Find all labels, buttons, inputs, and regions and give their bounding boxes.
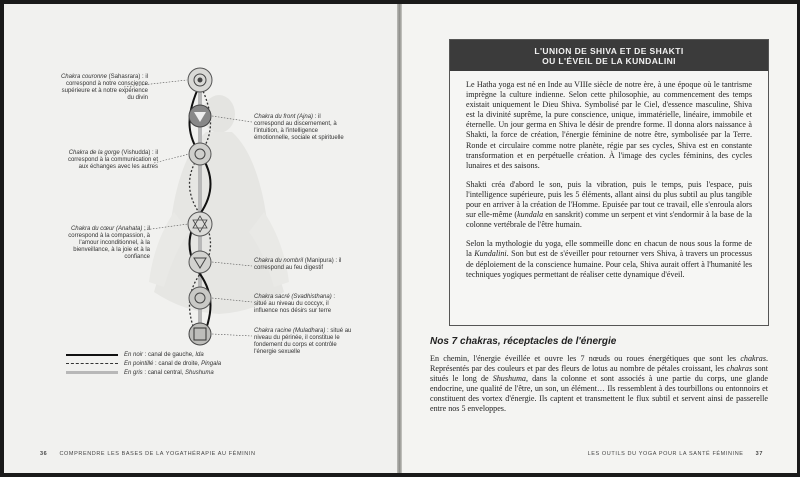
label-title: Chakra du cœur (Anahata)	[70, 226, 143, 232]
label-title: Chakra de la gorge	[68, 150, 120, 156]
legend-text: En noir : canal de gauche, Ida	[124, 351, 204, 358]
right-page-footer	[588, 451, 763, 457]
right-page	[402, 4, 797, 473]
boxout-paragraph: Selon la mythologie du yoga, elle sommeille donc en chacun de nous sous la forme de la Kundalini. Son but est de s'éveiller pour retourner vers Shiva, à travers un processus de déploiement de la conscience humaine. Pour cela, Shiva aurait offert à l'humanité les techniques yogiques permettant de réaliser cette dynamique d'éveil.	[466, 239, 752, 279]
chakra-throat-symbol	[189, 143, 211, 165]
label-title: Chakra sacré (Svadhisthana)	[254, 294, 332, 300]
label-chakra-coeur	[58, 226, 150, 261]
boxout-paragraph: Le Hatha yoga est né en Inde au VIIIe siècle de notre ère, à une époque où le tantrisme imprègne la culture indienne. Selon cette philosophie, au commencement des temps existait uniquement le Dieu Shiva. Symbolisé par le Ciel, d'essence masculine, Shiva est la divinité suprême, la pure conscience, unique, immatérielle, linéaire, immobile et éternelle. Un jour germa en Shiva le désir de prendre forme. Il donna alors naissance à Shakti, la force de création, l'énergie féminine de notre être, symbolisée par la Terre. Ronde et circulaire comme notre planète, régie par ses cycles, Shiva est en constante transformation et en perpétuelle création. À l'image des cycles féminins, des cycles lunaires et des saisons.	[466, 80, 752, 170]
running-head: LES OUTILS DU YOGA POUR LA SANTÉ FÉMININE	[587, 451, 744, 457]
label-text: (Vishudda) : il correspond à la communication et aux échanges avec les autres	[67, 150, 158, 170]
dotted-line-swatch	[66, 363, 118, 364]
label-text: : situé au niveau du périnée, il constitue le fondement du corps et contrôle l'énergie sexuelle	[254, 328, 352, 355]
legend-row-pingala	[66, 359, 221, 368]
boxout-title: L'UNION DE SHIVA ET DE SHAKTI OU L'ÉVEIL DE LA KUNDALINI	[450, 40, 768, 71]
label-text: (Manipura) : il correspond au feu digestif	[254, 258, 342, 271]
legend-row-ida	[66, 350, 221, 359]
solid-line-swatch	[66, 354, 118, 356]
legend-text: En gris : canal central, Shushuma	[124, 369, 214, 376]
legend-text: En pointillé : canal de droite, Pingala	[124, 360, 222, 367]
label-title: Chakra du nombril	[254, 258, 304, 264]
label-text: : il correspond au discernement, à l'intuition, à l'intelligence émotionnelle, sociale et spirituelle	[254, 114, 344, 141]
label-chakra-racine	[254, 328, 354, 356]
chakra-sacral-symbol	[189, 287, 211, 309]
label-title: Chakra racine (Muladhara)	[254, 328, 326, 334]
label-text: : il correspond à la compassion, à l'amour inconditionnel, à la bienveillance, à la joie et à la confiance	[68, 226, 150, 260]
label-chakra-couronne	[56, 74, 148, 102]
gray-line-swatch	[66, 371, 118, 374]
page-number: 37	[755, 451, 763, 457]
chakra-heart-symbol	[188, 212, 212, 236]
channel-legend	[66, 350, 221, 377]
label-title: Chakra du front (Ajna)	[254, 114, 314, 120]
boxout-body	[450, 71, 768, 280]
label-text: (Sahasrara) : il correspond à notre conscience supérieure et à notre expérience du divin	[61, 74, 148, 101]
chakra-root-symbol	[189, 323, 211, 345]
page-number: 36	[40, 451, 48, 457]
chakra-navel-symbol	[189, 251, 211, 273]
label-title: Chakra couronne	[60, 74, 107, 80]
running-head: COMPRENDRE LES BASES DE LA YOGATHÉRAPIE AU FÉMININ	[59, 451, 256, 457]
label-text: : situé au niveau du coccyx, il influence nos désirs sur terre	[254, 294, 336, 314]
boxout-paragraph: Shakti créa d'abord le son, puis la vibration, puis le temps, puis l'espace, puis l'intelligence supérieure, puis les 5 éléments, allant ainsi du plus subtil au plus tangible pour en arriver à la création de l'Homme. Epuisée par tout ce travail, elle s'enroula alors sur elle-même (kundala en sanskrit) comme un serpent et vint s'endormir à la base de la colonne vertébrale de l'être humain.	[466, 179, 752, 230]
section-heading: Nos 7 chakras, réceptacles de l'énergie	[430, 336, 617, 347]
label-chakra-sacre	[254, 294, 346, 315]
left-page	[4, 4, 397, 473]
section-paragraph: En chemin, l'énergie éveillée et ouvre les 7 nœuds ou roues énergétiques que sont les chakras. Représentés par des couleurs et par des fleurs de lotus au nombre de pétales croissant, les chakras sont situés le long de Shushuma, dans la colonne et sont associés à une partie du corps, une glande endocrine, une qualité de l'être, un son, un élément… Ils ressemblent à des tourbillons ou entonnoirs et constituent des vortex d'énergie. Ils captent et transmettent le flux subtil et servent ainsi de passerelle entre nos 5 enveloppes.	[430, 354, 768, 414]
chakra-front-symbol	[189, 105, 211, 127]
label-chakra-front	[254, 114, 352, 142]
legend-row-shushuma	[66, 368, 221, 377]
label-chakra-gorge	[58, 150, 158, 171]
chakra-crown-symbol	[188, 68, 212, 92]
left-page-footer	[40, 451, 256, 457]
label-chakra-nombril	[254, 258, 346, 272]
kundalini-boxout	[449, 39, 769, 326]
